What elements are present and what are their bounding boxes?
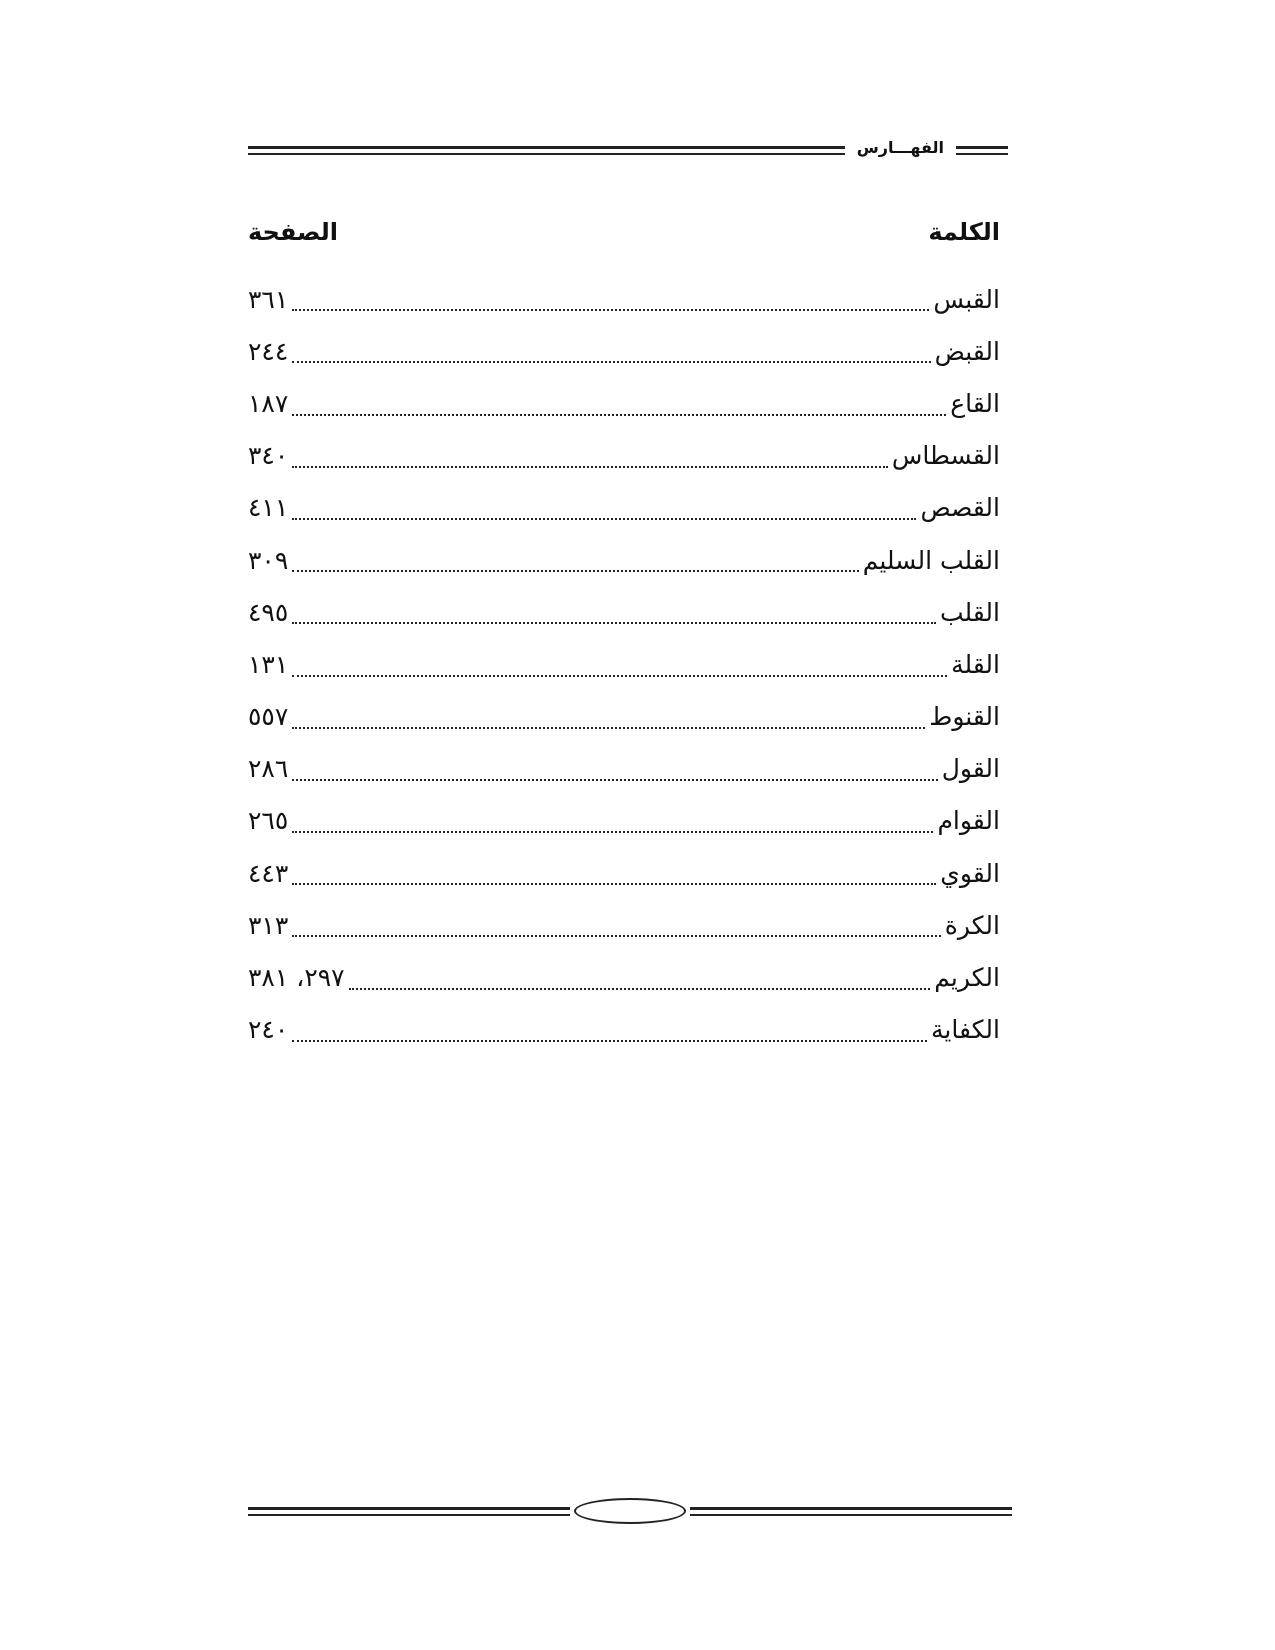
index-term: القلب السليم (862, 545, 1000, 575)
dot-leader (292, 361, 930, 363)
index-entry (248, 899, 1000, 951)
dot-leader (292, 309, 929, 311)
page-number-oval (574, 1498, 686, 1524)
index-entry (248, 325, 1000, 377)
dot-leader (292, 831, 933, 833)
page-number: ٣٤٠ (248, 441, 289, 471)
dot-leader (292, 622, 936, 624)
index-entry (248, 795, 1000, 847)
page-column-heading: الصفحة (248, 218, 339, 246)
word-column-heading: الكلمة (928, 218, 1000, 246)
index-entry (248, 951, 1000, 1003)
index-entry (248, 534, 1000, 586)
index-entry (248, 273, 1000, 325)
page-number: ٣١٣ (248, 910, 289, 940)
index-term: القلة (951, 649, 1000, 679)
page-number: ٢٤٠ (248, 1015, 289, 1045)
page-number: ٢٨٦ (248, 754, 289, 784)
index-entry (248, 377, 1000, 429)
header-rule-left (248, 146, 845, 155)
dot-leader (292, 518, 916, 520)
index-entry (248, 691, 1000, 743)
index-entry (248, 847, 1000, 899)
dot-leader (292, 570, 858, 572)
index-entry (248, 586, 1000, 638)
page-number: ٥٥٧ (248, 702, 289, 732)
dot-leader (292, 1040, 927, 1042)
page-number: ١٨٧ (248, 388, 289, 418)
dot-leader (292, 675, 947, 677)
index-term: القصص (920, 493, 1000, 523)
index-term: القبس (933, 284, 1000, 314)
page-number: ١٣١ (248, 649, 289, 679)
page-number: ٣٦١ (248, 284, 289, 314)
page-number: ٢٦٥ (248, 806, 289, 836)
index-list (248, 273, 1000, 1056)
index-term: القول (941, 754, 1000, 784)
index-entry (248, 482, 1000, 534)
index-term: القسطاس (891, 441, 1000, 471)
index-term: الكريم (934, 963, 1000, 993)
index-term: الكرة (944, 910, 1000, 940)
index-term: القنوط (929, 702, 1000, 732)
footer-rule-left (248, 1507, 570, 1516)
index-entry (248, 1004, 1000, 1056)
index-term: القاع (950, 388, 1000, 418)
index-term: القلب (939, 597, 1000, 627)
index-term: القوي (940, 858, 1000, 888)
header-rule-right (956, 146, 1008, 155)
dot-leader (292, 727, 925, 729)
page-number: ٢٤٤ (248, 336, 289, 366)
dot-leader (292, 779, 937, 781)
index-term: القوام (937, 806, 1000, 836)
column-headings (248, 212, 1000, 252)
index-entry (248, 743, 1000, 795)
index-entry (248, 430, 1000, 482)
dot-leader (292, 935, 940, 937)
index-term: القبض (934, 336, 1000, 366)
dot-leader (292, 466, 888, 468)
page-number: ٣٠٩ (248, 545, 289, 575)
footer-ornament (248, 1495, 1012, 1527)
running-header (248, 132, 1008, 162)
dot-leader (292, 414, 946, 416)
page-number: ٤٩٥ (248, 597, 289, 627)
page-number: ٢٩٧، ٣٨١ (248, 963, 345, 993)
dot-leader (292, 883, 936, 885)
header-title: الفهـــارس (856, 137, 944, 157)
footer-rule-right (690, 1507, 1012, 1516)
dot-leader (349, 988, 931, 990)
page-number: ٤٤٣ (248, 858, 289, 888)
page-number: ٤١١ (248, 493, 289, 523)
index-entry (248, 638, 1000, 690)
index-term: الكفاية (931, 1015, 1000, 1045)
